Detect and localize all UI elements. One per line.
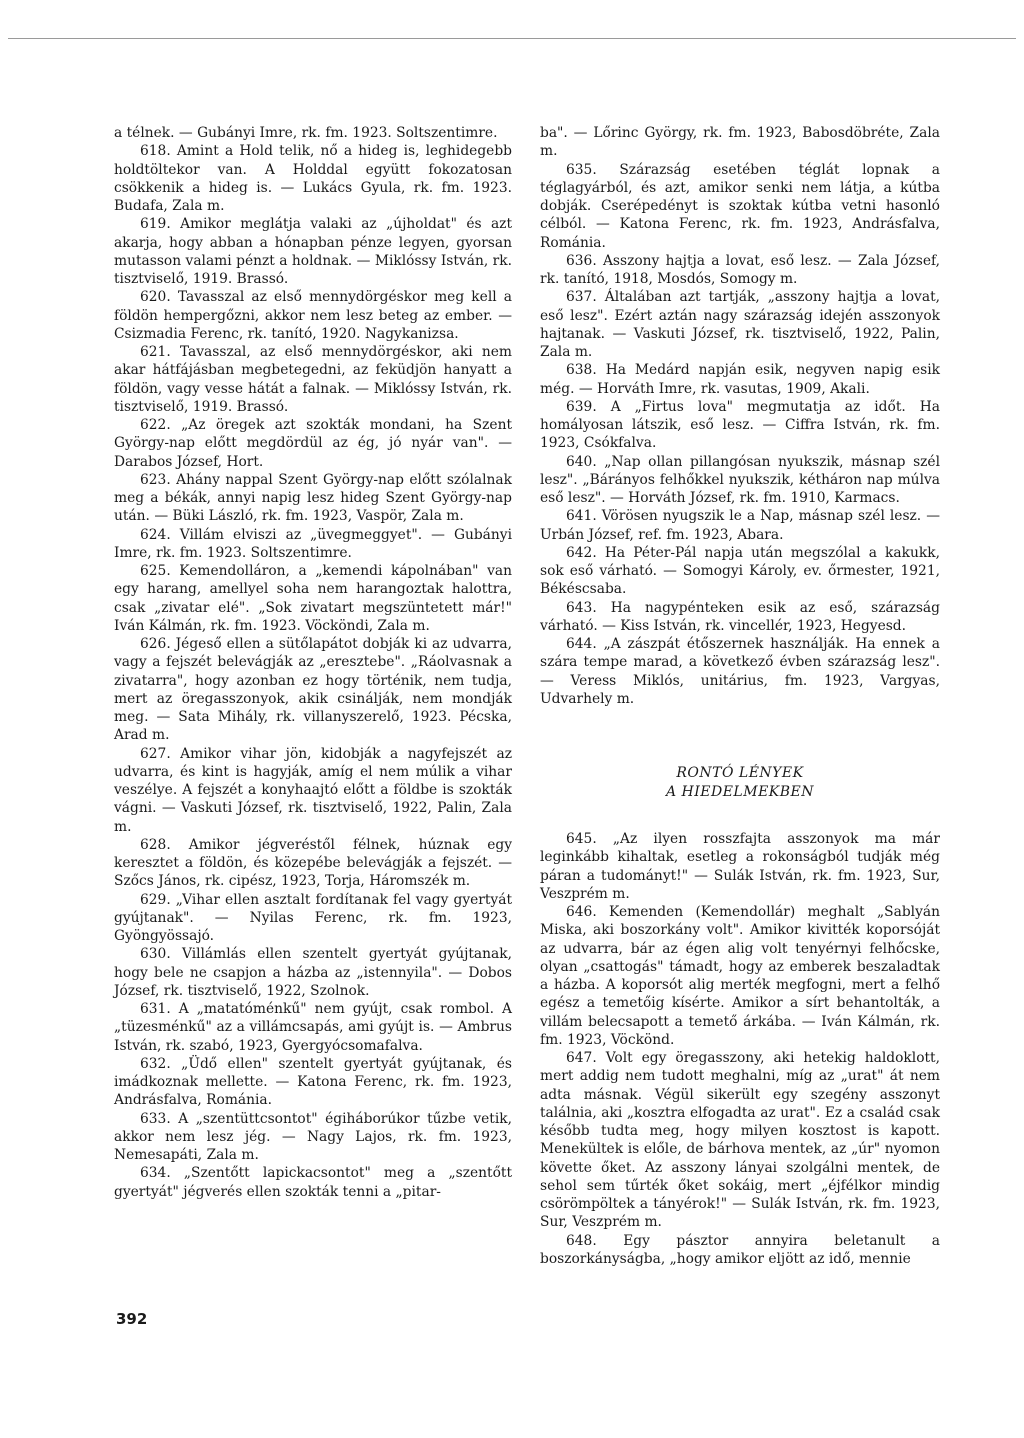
section-heading bbox=[540, 764, 940, 802]
entry-paragraph: 627. Amikor vihar jön, kidobják a nagyfejszét az udvarra, és kint is hagyják, amíg el nem múlik a vihar veszélye. A fejszét a konyhaajtó előtt a földbe is szokták vágni. — Vaskuti József, rk. tisztviselő, 1922, Palin, Zala m. bbox=[114, 745, 512, 835]
entry-paragraph: 626. Jégeső ellen a sütőlapátot dobják ki az udvarra, vagy a fejszét belevágják az „eresztebe". „Ráolvasnak a zivatarra", hogy azonban ez hogy történik, nem tudja, mert az öregasszonyok, akik csinálják, nem mondják meg. — Sata Mihály, rk. villanyszerelő, 1923. Pécska, Arad m. bbox=[114, 636, 512, 744]
entry-paragraph: 622. „Az öregek azt szokták mondani, ha Szent György-nap előtt megdördül az ég, jó nyár van". — Darabos József, Hort. bbox=[114, 417, 512, 470]
entry-paragraph: 640. „Nap ollan pillangósan nyukszik, másnap szél lesz". „Bárányos felhőkkel nyukszik, kétháron nap múlva eső lesz". — Horváth József, rk. fm. 1910, Karmacs. bbox=[540, 453, 940, 506]
section-heading-line: RONTÓ LÉNYEK bbox=[676, 765, 804, 781]
entry-paragraph: 646. Kemenden (Kemendollár) meghalt „Sablyán Miska, aki boszorkány volt". Amikor kivitték koporsóját az udvarra, bár az égen alig volt tenyérnyi felhőcske, olyan „csattogás" támadt, hogy az emberek beszaladtak a házba. A koporsót alig merték megfogni, mert a felhő egész a temetőig kísérte. Amikor a sírt behantolták, a villám belecsapott a temető árkába. — Iván Kálmán, rk. fm. 1923, Vöckönd. bbox=[540, 904, 940, 1048]
top-rule bbox=[8, 38, 1016, 39]
entry-paragraph: 629. „Vihar ellen asztalt fordítanak fel vagy gyertyát gyújtanak". — Nyilas Ferenc, rk. fm. 1923, Gyöngyössajó. bbox=[114, 891, 512, 944]
entry-paragraph: 624. Villám elviszi az „üvegmeggyet". — Gubányi Imre, rk. fm. 1923. Soltszentimre. bbox=[114, 526, 512, 561]
entry-paragraph: 630. Villámlás ellen szentelt gyertyát gyújtanak, hogy bele ne csapjon a házba az „istennyila". — Dobos József, rk. tisztviselő, 1922, Szolnok. bbox=[114, 946, 512, 999]
entry-paragraph: 628. Amikor jégveréstől félnek, húznak egy keresztet a földön, és közepébe belevágják a fejszét. — Szőcs János, rk. cipész, 1923, Torja, Háromszék m. bbox=[114, 836, 512, 890]
entry-paragraph: 621. Tavasszal, az első mennydörgéskor, aki nem akar hátfájásban megbetegedni, az feküdjön hanyatt a földön, vagy vesse hátát a falnak. — Miklóssy István, rk. tisztviselő, 1919. Brassó. bbox=[114, 344, 512, 415]
entry-paragraph: 620. Tavasszal az első mennydörgéskor meg kell a földön hempergőzni, akkor nem lesz beteg az ember. — Csizmadia Ferenc, rk. tanító, 1920. Nagykanizsa. bbox=[114, 289, 512, 342]
entry-paragraph: 644. „A zászpát étőszernek használják. Ha ennek a szára tempe marad, a következő évben szárazság lesz". — Veress Miklós, unitárius, fm. 1923, Vargyas, Udvarhely m. bbox=[540, 636, 940, 707]
section-heading-line: A HIEDELMEKBEN bbox=[665, 784, 815, 800]
continued-paragraph: ba". — Lőrinc György, rk. fm. 1923, Babosdöbréte, Zala m. bbox=[540, 125, 940, 160]
entry-paragraph: 635. Szárazság esetében téglát lopnak a téglagyárból, és azt, amikor senki nem látja, a kútba dobják. Cserépedényt is szoktak kútba vetni hasonló célból. — Katona Ferenc, rk. fm. 1923, Andrásfalva, Románia. bbox=[540, 161, 940, 251]
entry-paragraph: 638. Ha Medárd napján esik, negyven napig esik még. — Horváth Imre, rk. vasutas, 1909, Akali. bbox=[540, 362, 940, 397]
entry-paragraph: 619. Amikor meglátja valaki az „újholdat" és azt akarja, hogy abban a hónapban pénze legyen, gyorsan mutasson valami pénzt a holdnak. — Miklóssy István, rk. tisztviselő, 1919. Brassó. bbox=[114, 216, 512, 287]
entry-paragraph: 643. Ha nagypénteken esik az eső, szárazság várható. — Kiss István, rk. vincellér, 1923, Hegyesd. bbox=[540, 599, 940, 634]
entry-paragraph: 633. A „szentüttcsontot" égiháborúkor tűzbe vetik, akkor nem lesz jég. — Nagy Lajos, rk. fm. 1923, Nemesapáti, Zala m. bbox=[114, 1110, 512, 1163]
entry-paragraph: 618. Amint a Hold telik, nő a hideg is, leghidegebb holdtöltekor van. A Holddal együtt fokozatosan csökkenik a hideg is. — Lukács Gyula, rk. fm. 1923. Budafa, Zala m. bbox=[114, 143, 512, 214]
entry-paragraph: 632. „Üdő ellen" szentelt gyertyát gyújtanak, és imádkoznak mellette. — Katona Ferenc, rk. fm. 1923, Andrásfalva, Románia. bbox=[114, 1055, 512, 1109]
entry-paragraph: 631. A „matatóménkű" nem gyújt, csak rombol. A „tüzesménkű" az a villámcsapás, ami gyújt is. — Ambrus István, rk. szabó, 1923, Gyergyócsomafalva. bbox=[114, 1001, 512, 1054]
entry-paragraph: 648. Egy pásztor annyira beletanult a boszorkányságba, „hogy amikor eljött az idő, mennie bbox=[540, 1232, 940, 1267]
entry-paragraph: 623. Ahány nappal Szent György-nap előtt szólalnak meg a békák, annyi napig lesz hideg Szent György-nap után. — Büki László, rk. fm. 1923, Vaspör, Zala m. bbox=[114, 471, 512, 525]
page-number: 392 bbox=[116, 1310, 148, 1328]
entry-paragraph: 645. „Az ilyen rosszfajta asszonyok ma már leginkább kihaltak, esetleg a rokonságból tudják még páran a tudományt!" — Sulák István, rk. fm. 1923, Sur, Veszprém m. bbox=[540, 831, 940, 902]
entry-paragraph: 636. Asszony hajtja a lovat, eső lesz. — Zala József, rk. tanító, 1918, Mosdós, Somogy m. bbox=[540, 252, 940, 287]
entry-paragraph: 639. A „Firtus lova" megmutatja az időt. Ha homályosan látszik, eső lesz. — Ciffra István, rk. fm. 1923, Csókfalva. bbox=[540, 398, 940, 452]
entry-paragraph: 641. Vörösen nyugszik le a Nap, másnap szél lesz. — Urbán József, ref. fm. 1923, Abara. bbox=[540, 508, 940, 543]
left-column bbox=[114, 124, 512, 1201]
entry-paragraph: 647. Volt egy öregasszony, aki hetekig haldoklott, mert addig nem tudott meghalni, míg az „urat" át nem adta másnak. Végül sikerült egy szegény asszonyt találnia, aki „kosztra elfogadta az urat". Ez a család csak később tudta meg, hogy milyen kosztost is kapott. Menekültek is előle, de bárhova mentek, az „úr" nyomon követte őket. Az asszony lányai szolgálni mentek, de sehol sem tűrték őket sokáig, mert „éjfélkor mindig csörömpöltek a tányérok!" — Sulák István, rk. fm. 1923, Sur, Veszprém m. bbox=[540, 1050, 940, 1231]
right-column bbox=[540, 124, 940, 1268]
entry-paragraph: 634. „Szentőtt lapickacsontot" meg a „szentőtt gyertyát" jégverés ellen szokták tenni a „pitar- bbox=[114, 1165, 512, 1200]
entry-paragraph: 625. Kemendolláron, a „kemendi kápolnában" van egy harang, amellyel soha nem harangoztak halottra, csak „zivatar elé". „Sok zivatart megszüntetett már!" Iván Kálmán, rk. fm. 1923. Vöcköndi, Zala m. bbox=[114, 563, 512, 634]
entry-paragraph: 642. Ha Péter-Pál napja után megszólal a kakukk, sok eső várható. — Somogyi Károly, ev. őrmester, 1921, Békéscsaba. bbox=[540, 544, 940, 598]
entry-paragraph: 637. Általában azt tartják, „asszony hajtja a lovat, eső lesz". Ezért aztán nagy szárazság idején asszonyok hajtanak. — Vaskuti József, rk. tisztviselő, 1922, Palin, Zala m. bbox=[540, 289, 940, 360]
continued-paragraph: a télnek. — Gubányi Imre, rk. fm. 1923. Soltszentimre. bbox=[114, 125, 498, 141]
